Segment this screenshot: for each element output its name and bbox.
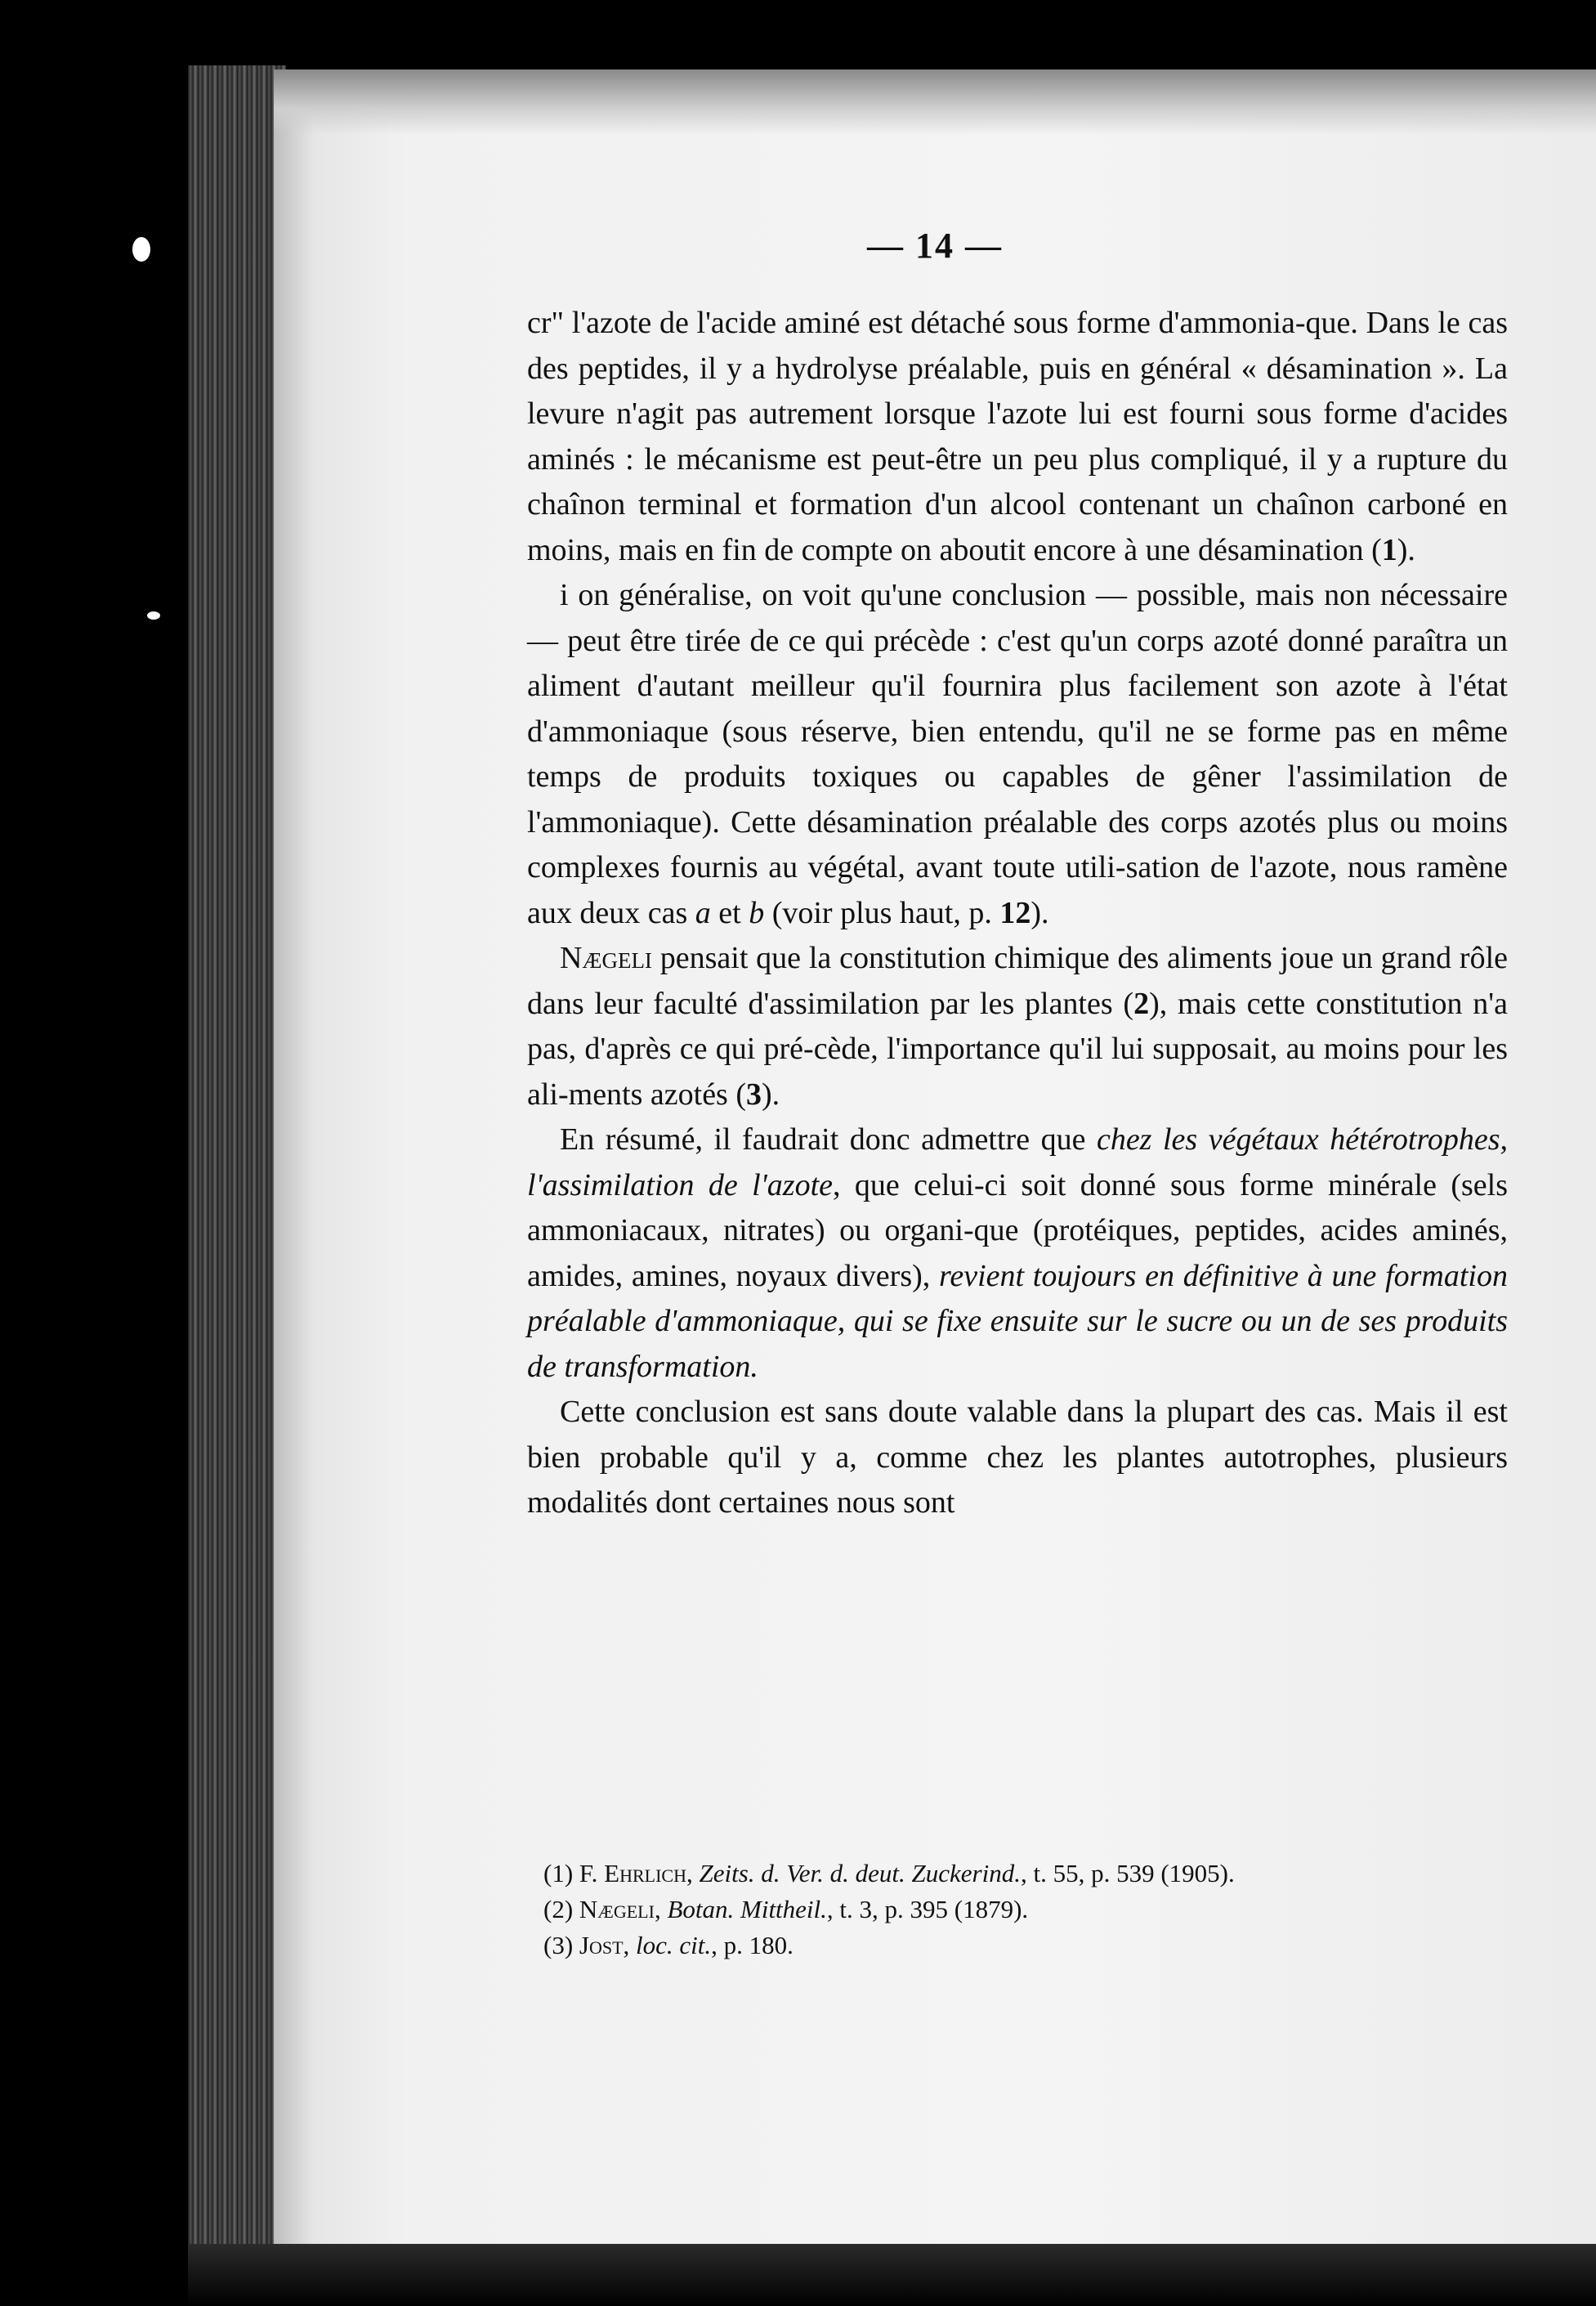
book-spine-edge: [188, 65, 286, 2272]
page-top-shadow: [274, 69, 1596, 135]
body-text: [527, 301, 1508, 1526]
page-number: — 14 —: [867, 226, 1003, 266]
author-name: Ehrlich: [604, 1859, 686, 1887]
text-run: Cette conclusion est sans doute valable dans la plupart des cas. Mais il est bien probable qu'il y a, comme chez les plantes autotrophes, plusieurs modalités dont certaines nous sont: [527, 1395, 1508, 1520]
text-run: et: [710, 895, 749, 930]
text-run: ,: [654, 1895, 668, 1923]
footnote: [543, 1892, 1508, 1928]
text-run: ).: [1030, 895, 1049, 930]
reference-number: 12: [999, 895, 1031, 930]
text-run: En résumé, il faudrait donc admettre que: [560, 1122, 1097, 1157]
italic-text: revient toujours en définitive à une formation préalable d'ammoniaque, qui se fixe ensuite sur le sucre ou un de ses produits de transformation.: [527, 1258, 1508, 1384]
reference-number: 1: [1381, 532, 1397, 567]
text-run: , p. 180.: [711, 1931, 794, 1959]
scan-speck: [147, 611, 160, 620]
text-run: , que celui-ci soit donné sous forme minérale (sels ammoniacaux, nitrates) ou organi-que (protéiques, peptides, acides aminés, amides, amines, noyaux divers),: [527, 1167, 1508, 1293]
italic-text: Zeits. d. Ver. d. deut. Zuckerind.: [699, 1859, 1021, 1887]
reference-number: 3: [746, 1077, 762, 1112]
footnote: [543, 1856, 1508, 1892]
text-run: (1) F.: [543, 1859, 605, 1887]
italic-text: loc. cit.: [636, 1931, 712, 1959]
italic-text: b: [749, 895, 765, 930]
author-name: Nægeli: [560, 941, 652, 975]
author-name: Nægeli: [579, 1895, 655, 1923]
text-run: (2): [543, 1895, 579, 1923]
paragraph: [527, 1117, 1508, 1390]
text-run: ,: [623, 1931, 637, 1959]
paragraph: [527, 573, 1508, 936]
text-run: cr" l'azote de l'acide aminé est détaché sous forme d'ammonia-que. Dans le cas des peptides, il y a hydrolyse préalable, puis en général « désamination ». La levure n'agit pas autrement lorsque l'azote lui est fourni sous forme d'acides aminés : le mécanisme est peut-être un peu plus compliqué, il y a rupture du chaînon terminal et formation d'un alcool contenant un chaînon carboné en moins, mais en fin de compte on aboutit encore à une désamination (: [527, 306, 1508, 567]
text-run: , t. 3, p. 395 (1879).: [826, 1895, 1029, 1923]
scan-speck: [132, 237, 150, 262]
text-run: , t. 55, p. 539 (1905).: [1020, 1859, 1235, 1887]
text-run: ), mais cette constitution n'a pas, d'après ce qui pré-cède, l'importance qu'il lui supposait, au moins pour les ali-ments azotés (: [527, 986, 1509, 1112]
italic-text: a: [695, 895, 711, 930]
author-name: Jost: [579, 1931, 624, 1959]
text-run: ).: [1397, 532, 1415, 567]
paragraph: [527, 1390, 1508, 1526]
reference-number: 2: [1133, 986, 1150, 1021]
text-run: pensait que la constitution chimique des aliments joue un grand rôle dans leur faculté d'assimilation par les plantes (: [527, 941, 1508, 1021]
text-run: (3): [543, 1931, 579, 1959]
italic-text: Botan. Mittheil.: [667, 1895, 827, 1923]
text-run: ,: [686, 1859, 700, 1887]
italic-text: chez les végétaux hétérotrophes, l'assimilation de l'azote: [527, 1122, 1508, 1202]
footnote: [543, 1928, 1508, 1963]
text-run: i on généralise, on voit qu'une conclusion — possible, mais non nécessaire — peut être tirée de ce qui précède : c'est qu'un corps azoté donné paraîtra un aliment d'autant meilleur qu'il fournira plus facilement son azote à l'état d'ammoniaque (sous réserve, bien entendu, qu'il ne se forme pas en même temps de produits toxiques ou capables de gêner l'assimilation de l'ammoniaque). Cette désamination préalable des corps azotés plus ou moins complexes fournis au végétal, avant toute utili-sation de l'azote, nous ramène aux deux cas: [527, 578, 1508, 930]
text-run: (voir plus haut, p.: [764, 895, 1000, 930]
paragraph: [527, 936, 1508, 1117]
text-run: ).: [762, 1077, 780, 1112]
paragraph: [527, 301, 1508, 573]
scan-bottom-edge: [188, 2244, 1596, 2306]
footnotes: [543, 1856, 1508, 1963]
